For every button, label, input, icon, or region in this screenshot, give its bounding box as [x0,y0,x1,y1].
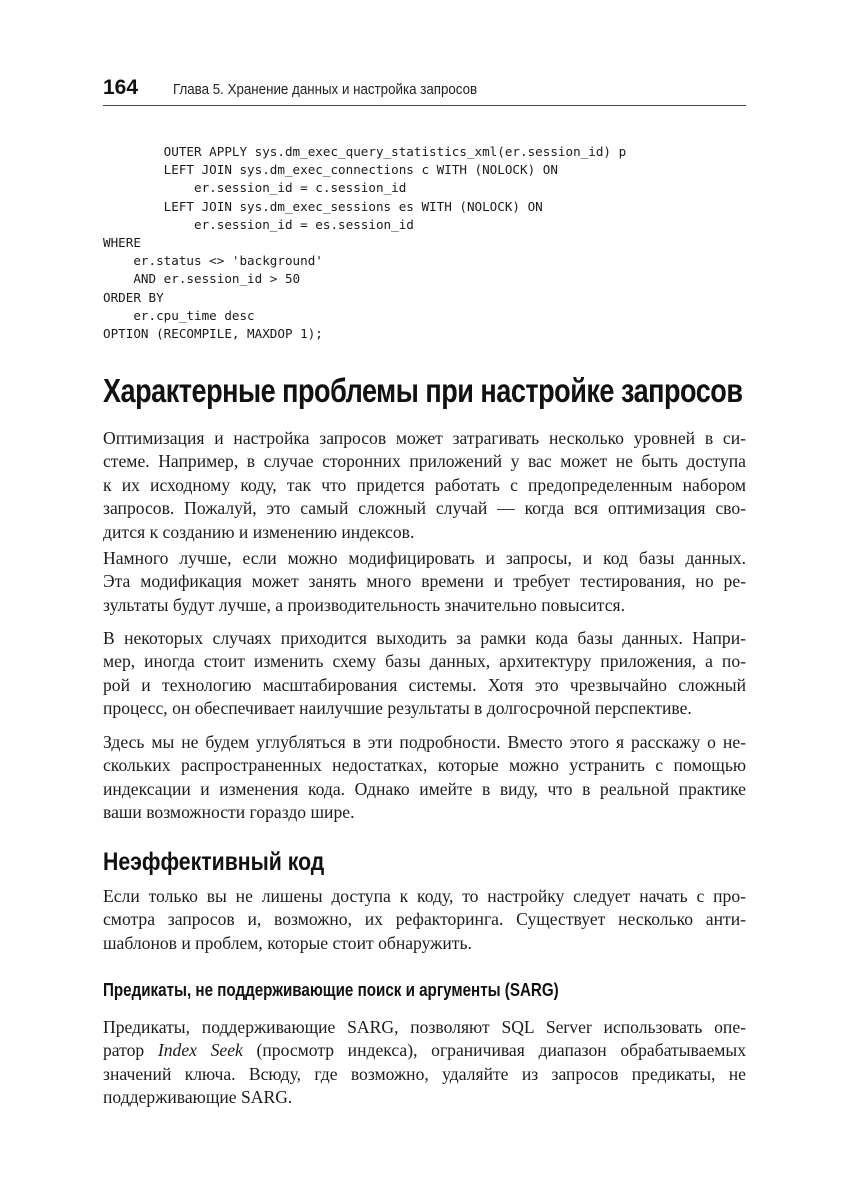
code-line: OUTER APPLY sys.dm_exec_query_statistics_xml(er.session_id) p [103,144,627,159]
text-line: поддерживающие SARG. [103,1087,293,1108]
text-line: дится к созданию и изменению индексов. [103,521,415,542]
text-line: процесс, он обеспечивает наилучшие результаты в долгосрочной перспективе. [103,698,692,719]
body-paragraph [103,627,746,721]
text-line: Намного лучше, если можно модифицировать и запросы, и код базы данных. [103,548,746,568]
code-line: er.cpu_time desc [103,307,255,323]
code-line: LEFT JOIN sys.dm_exec_sessions es WITH (NOLOCK) ON [103,198,543,214]
text-line: скольких распространенных недостатках, которые можно устранить с помощью [103,755,746,776]
body-paragraph [103,427,746,544]
body-paragraph [103,1016,746,1110]
code-line: AND er.session_id > 50 [103,271,301,287]
text-line: запросов. Пожалуй, это самый сложный случай — когда вся оптимизация сво- [103,498,746,519]
body-paragraph [103,731,746,825]
text-line: рой и технологию масштабирования системы. Хотя это чрезвычайно сложный [103,674,746,695]
text-line: мер, иногда стоит изменить схему базы данных, архитектуру приложения, а по- [103,651,746,672]
text-line: Если только вы не лишены доступа к коду, то настройку следует начать с про- [103,886,746,906]
code-line: er.session_id = es.session_id [103,216,414,232]
text-line: шаблонов и проблем, которые стоит обнаружить. [103,932,472,953]
text-run: (просмотр индекса), ограничивая диапазон обрабатываемых [242,1040,746,1061]
text-line: зультаты будут лучше, а производительность значительно повысится. [103,594,625,615]
text-line: ваши возможности гораздо шире. [103,802,355,823]
code-line: OPTION (RECOMPILE, MAXDOP 1); [103,326,323,342]
subsubsection-heading: Предикаты, не поддерживающие поиск и аргументы (SARG) [103,979,559,1000]
text-line: стеме. Например, в случае сторонних приложений у вас может не быть доступа [103,451,746,472]
text-line [103,1039,746,1062]
subsection-heading: Неэффективный код [103,848,325,876]
body-paragraph [103,885,746,955]
code-line: er.status <> 'background' [103,253,323,269]
text-line: к их исходному коду, так что придется работать с предопределенным набором [103,474,746,495]
code-line: ORDER BY [103,289,164,305]
text-run: ратор [103,1040,158,1061]
text-line: В некоторых случаях приходится выходить за рамки кода базы данных. Напри- [103,628,746,648]
code-block [103,143,746,343]
code-line: WHERE [103,235,141,251]
text-line: значений ключа. Всюду, где возможно, удаляйте из запросов предикаты, не [103,1063,746,1084]
code-line: LEFT JOIN sys.dm_exec_connections c WITH (NOLOCK) ON [103,162,558,178]
body-paragraph [103,547,746,617]
section-heading: Характерные проблемы при настройке запросов [103,372,743,409]
text-line: Здесь мы не будем углубляться в эти подробности. Вместо этого я расскажу о не- [103,732,746,752]
code-line: er.session_id = c.session_id [103,180,407,196]
running-title: Глава 5. Хранение данных и настройка запросов [173,82,478,98]
page-header [103,72,746,106]
text-line: Эта модификация может занять много времени и требует тестирования, но ре- [103,571,746,592]
text-line: Предикаты, поддерживающие SARG, позволяют SQL Server использовать опе- [103,1017,746,1037]
italic-term: Index Seek [157,1040,243,1061]
text-line: Оптимизация и настройка запросов может затрагивать несколько уровней в си- [103,428,746,448]
text-line: индексации и изменения кода. Однако имейте в виду, что в реальной практике [103,778,746,799]
page-number: 164 [103,76,139,99]
text-line: смотра запросов и, возможно, их рефакторинга. Существует несколько анти- [103,909,746,930]
